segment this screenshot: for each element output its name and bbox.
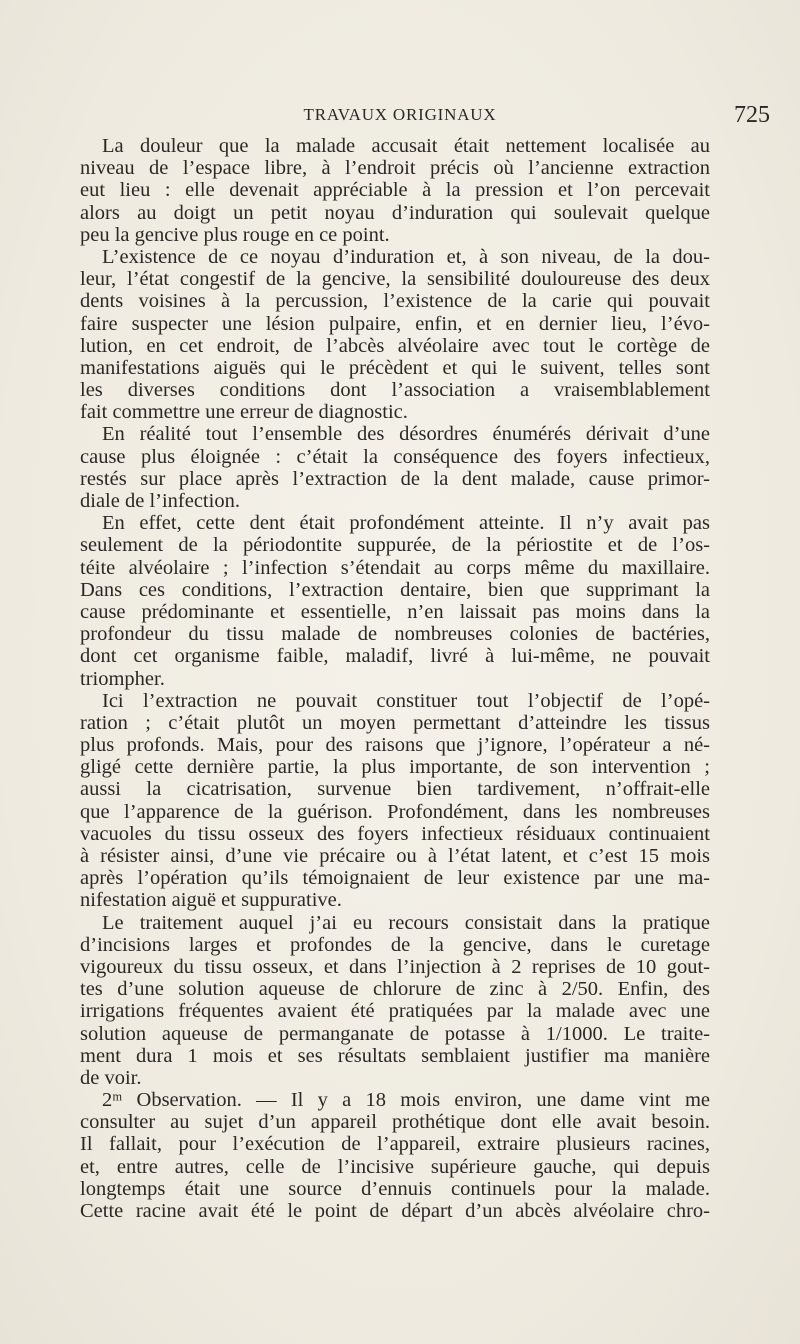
text-line: ration ; c’était plutôt un moyen permettant d’atteindre les tissus — [80, 711, 710, 734]
text-line: Le traitement auquel j’ai eu recours consistait dans la pratique — [102, 911, 710, 934]
text-line: niveau de l’espace libre, à l’endroit précis où l’ancienne extraction — [80, 157, 710, 180]
text-line: restés sur place après l’extraction de la dent malade, cause primor- — [80, 467, 710, 490]
text-line: leur, l’état congestif de la gencive, la sensibilité douloureuse des deux — [80, 268, 710, 291]
text-line: longtemps était une source d’ennuis continuels pour la malade. — [80, 1177, 710, 1200]
body-text — [80, 135, 710, 1222]
running-head — [0, 100, 800, 130]
text-line: dents voisines à la percussion, l’existence de la carie qui pouvait — [80, 290, 710, 313]
text-line: gligé cette dernière partie, la plus importante, de son intervention ; — [80, 756, 710, 779]
text-line: En effet, cette dent était profondément atteinte. Il n’y avait pas — [102, 512, 710, 535]
text-line: téite alvéolaire ; l’infection s’étendait au corps même du maxillaire. — [80, 556, 710, 579]
text-line: peu la gencive plus rouge en ce point. — [80, 223, 390, 246]
text-line: L’existence de ce noyau d’induration et, à son niveau, de la dou- — [102, 245, 710, 268]
text-line: aussi la cicatrisation, survenue bien tardivement, n’offrait-elle — [80, 778, 710, 801]
text-line: les diverses conditions dont l’association a vraisemblablement — [80, 379, 710, 402]
text-line: alors au doigt un petit noyau d’induration qui soulevait quelque — [80, 201, 710, 224]
text-line: après l’opération qu’ils témoignaient de leur existence par une ma- — [80, 867, 710, 890]
text-line: profondeur du tissu malade de nombreuses colonies de bactéries, — [80, 623, 710, 646]
running-title: TRAVAUX ORIGINAUX — [303, 105, 497, 124]
text-line: diale de l’infection. — [80, 490, 240, 512]
text-line: irrigations fréquentes avaient été pratiquées par la malade avec une — [80, 1000, 710, 1023]
text-line: cause plus éloignée : c’était la conséquence des foyers infectieux, — [80, 445, 710, 468]
text-line: lution, en cet endroit, de l’abcès alvéolaire avec tout le cortège de — [80, 334, 710, 357]
text-line: cause prédominante et essentielle, n’en laissait pas moins dans la — [80, 600, 710, 623]
text-line: d’incisions larges et profondes de la gencive, dans le curetage — [80, 933, 710, 956]
text-line: Il fallait, pour l’exécution de l’appareil, extraire plusieurs racines, — [80, 1133, 710, 1156]
text-line: que l’apparence de la guérison. Profondément, dans les nombreuses — [80, 800, 710, 823]
text-line: triompher. — [80, 667, 165, 690]
text-line: et, entre autres, celle de l’incisive supérieure gauche, qui depuis — [80, 1155, 710, 1178]
text-line: Ici l’extraction ne pouvait constituer tout l’objectif de l’opé- — [102, 689, 710, 712]
text-line: consulter au sujet d’un appareil prothétique dont elle avait besoin. — [80, 1111, 710, 1134]
text-line: Dans ces conditions, l’extraction dentaire, bien que supprimant la — [80, 578, 710, 601]
text-line: ment dura 1 mois et ses résultats semblaient justifier ma manière — [80, 1044, 710, 1067]
text-line: vacuoles du tissu osseux des foyers infectieux résiduaux continuaient — [80, 822, 710, 845]
text-line: En réalité tout l’ensemble des désordres énumérés dérivait d’une — [102, 423, 710, 446]
text-line: Cette racine avait été le point de départ d’un abcès alvéolaire chro- — [80, 1200, 710, 1222]
text-line: solution aqueuse de permanganate de potasse à 1/1000. Le traite- — [80, 1022, 710, 1045]
page-number: 725 — [734, 102, 770, 128]
text-line: vigoureux du tissu osseux, et dans l’injection à 2 reprises de 10 gout- — [80, 955, 710, 978]
text-line: manifestations aiguës qui le précèdent et qui le suivent, telles sont — [80, 356, 710, 379]
text-line: tes d’une solution aqueuse de chlorure de zinc à 2/50. Enfin, des — [80, 978, 710, 1001]
text-line: eut lieu : elle devenait appréciable à la pression et l’on percevait — [80, 179, 710, 202]
text-line: 2ᵐ Observation. — Il y a 18 mois environ, une dame vint me — [102, 1089, 710, 1112]
text-line: faire suspecter une lésion pulpaire, enfin, et en dernier lieu, l’évo- — [80, 312, 710, 335]
text-line: seulement de la périodontite suppurée, de la périostite et de l’os- — [80, 534, 710, 557]
text-line: La douleur que la malade accusait était nettement localisée au — [102, 135, 710, 157]
text-line: dont cet organisme faible, maladif, livré à lui-même, ne pouvait — [80, 645, 710, 668]
text-line: nifestation aiguë et suppurative. — [80, 889, 342, 912]
text-line: à résister ainsi, d’une vie précaire ou à l’état latent, et c’est 15 mois — [80, 845, 710, 867]
text-line: fait commettre une erreur de diagnostic. — [80, 401, 408, 424]
text-line: de voir. — [80, 1066, 142, 1089]
text-line: plus profonds. Mais, pour des raisons que j’ignore, l’opérateur a né- — [80, 734, 710, 757]
